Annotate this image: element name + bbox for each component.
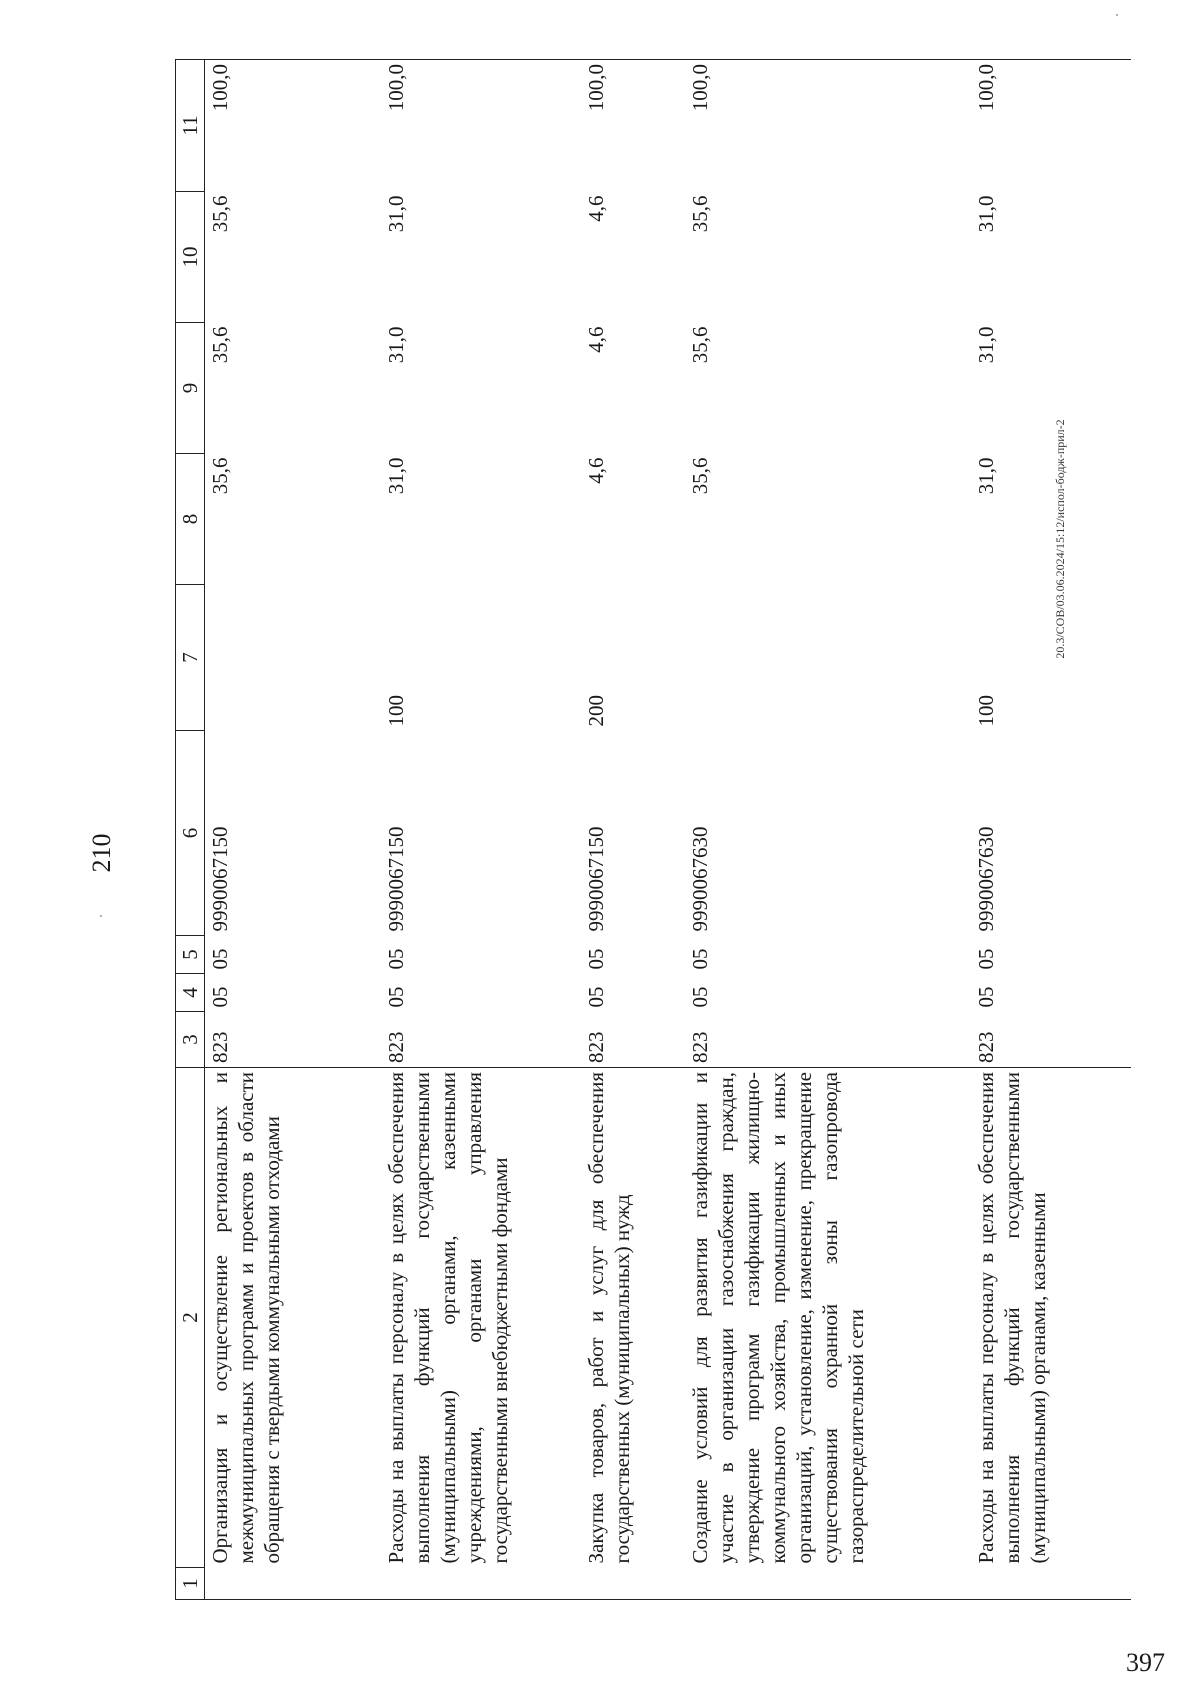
budget-table: [175, 59, 1131, 1600]
subsection-code: 05: [687, 948, 712, 970]
subsection-code: 05: [583, 948, 608, 970]
amount-col-9: 4,6: [583, 326, 608, 353]
amount-col-8: 35,6: [687, 457, 712, 495]
scan-speck: [1116, 14, 1118, 16]
subsection-code: 05: [973, 948, 998, 970]
scan-speck: [100, 915, 102, 917]
row-description: Закупка товаров, работ и услуг для обеспечения государственных (муниципальных) нужд: [581, 1068, 685, 1568]
ministry-code: 823: [973, 1031, 998, 1063]
row-description: Организация и осуществление региональных и межмуниципальных программ и проектов в области обращения с твердыми коммунальными отходами: [205, 1068, 381, 1568]
bottom-page-number: 397: [1126, 1648, 1165, 1677]
section-code: 05: [687, 986, 712, 1008]
table-body: [205, 60, 1131, 1600]
rotated-table-wrapper: [175, 60, 1175, 1600]
ministry-code: 823: [687, 1031, 712, 1063]
expense-type-code: 100: [973, 695, 998, 727]
target-article-code: 9990067150: [383, 826, 408, 932]
row-number-cell: [685, 1568, 971, 1600]
amount-col-8: 35,6: [208, 457, 232, 495]
amount-col-10: 31,0: [973, 195, 998, 233]
percent-col-11: 100,0: [685, 60, 971, 192]
section-code: 05: [383, 986, 408, 1008]
header-cell: 1: [176, 1568, 205, 1600]
row-number-cell: [971, 1568, 1131, 1600]
amount-col-9: 31,0: [383, 326, 408, 364]
amount-col-8: 4,6: [583, 457, 608, 484]
page-top-number: 210: [87, 833, 116, 873]
table-row: [685, 60, 971, 1600]
target-article-code: 9990067150: [583, 826, 608, 932]
expense-type-code: 200: [583, 695, 608, 727]
subsection-code: 05: [383, 948, 408, 970]
table-row: [205, 60, 381, 1600]
header-cell: 6: [176, 731, 205, 936]
table-header: [176, 60, 205, 1600]
ministry-code: 823: [383, 1031, 408, 1063]
header-cell: 11: [176, 60, 205, 192]
header-cell: 8: [176, 454, 205, 585]
target-article-code: 9990067150: [208, 826, 232, 932]
header-cell: 10: [176, 192, 205, 323]
table-row: [971, 60, 1131, 1600]
expense-type-code: 100: [383, 695, 408, 727]
header-cell: 4: [176, 974, 205, 1012]
amount-col-8: 31,0: [383, 457, 408, 495]
row-number-cell: [381, 1568, 581, 1600]
percent-col-11: 100,0: [581, 60, 685, 192]
target-article-code: 9990067630: [973, 826, 998, 932]
section-code: 05: [208, 986, 232, 1008]
target-article-code: 9990067630: [687, 826, 712, 932]
header-cell: 5: [176, 936, 205, 974]
subsection-code: 05: [208, 948, 232, 970]
row-number-cell: [205, 1568, 381, 1600]
amount-col-10: 35,6: [687, 195, 712, 233]
expense-type-code: [685, 585, 971, 731]
ministry-code: 823: [208, 1031, 232, 1063]
row-number-cell: [581, 1568, 685, 1600]
percent-col-11: 100,0: [381, 60, 581, 192]
row-description: Расходы на выплаты персоналу в целях обеспечения выполнения функций государственными (муниципальными) органами, казенными учреждениями, органами управления государственными внебюджетными фондами: [381, 1068, 581, 1568]
footer-code: 20.3/СОВ/03.06.2024/15:12/испол-бодж-прил-2: [1053, 419, 1067, 659]
table-row: [381, 60, 581, 1600]
amount-col-9: 35,6: [208, 326, 232, 364]
ministry-code: 823: [583, 1031, 608, 1063]
amount-col-10: 4,6: [583, 195, 608, 222]
row-description: Создание условий для развития газификации и участие в организации газоснабжения граждан, утверждение программ газификации жилищно-коммунального хозяйства, промышленных и иных организаций, установление, изменение, прекращение существования охранной зоны газопровода газораспределительной сети: [685, 1068, 971, 1568]
header-cell: 3: [176, 1012, 205, 1068]
section-code: 05: [583, 986, 608, 1008]
amount-col-10: 31,0: [383, 195, 408, 233]
amount-col-9: 35,6: [687, 326, 712, 364]
amount-col-9: 31,0: [973, 326, 998, 364]
amount-col-10: 35,6: [208, 195, 232, 233]
table-row: [581, 60, 685, 1600]
row-description: Расходы на выплаты персоналу в целях обеспечения выполнения функций государственными (муниципальными) органами, казенными: [971, 1068, 1131, 1568]
percent-col-11: 100,0: [205, 60, 381, 192]
header-cell: 7: [176, 585, 205, 731]
expense-type-code: [205, 585, 381, 731]
amount-col-8: 31,0: [973, 457, 998, 495]
section-code: 05: [973, 986, 998, 1008]
header-cell: 2: [176, 1068, 205, 1568]
header-cell: 9: [176, 323, 205, 454]
percent-col-11: 100,0: [971, 60, 1131, 192]
